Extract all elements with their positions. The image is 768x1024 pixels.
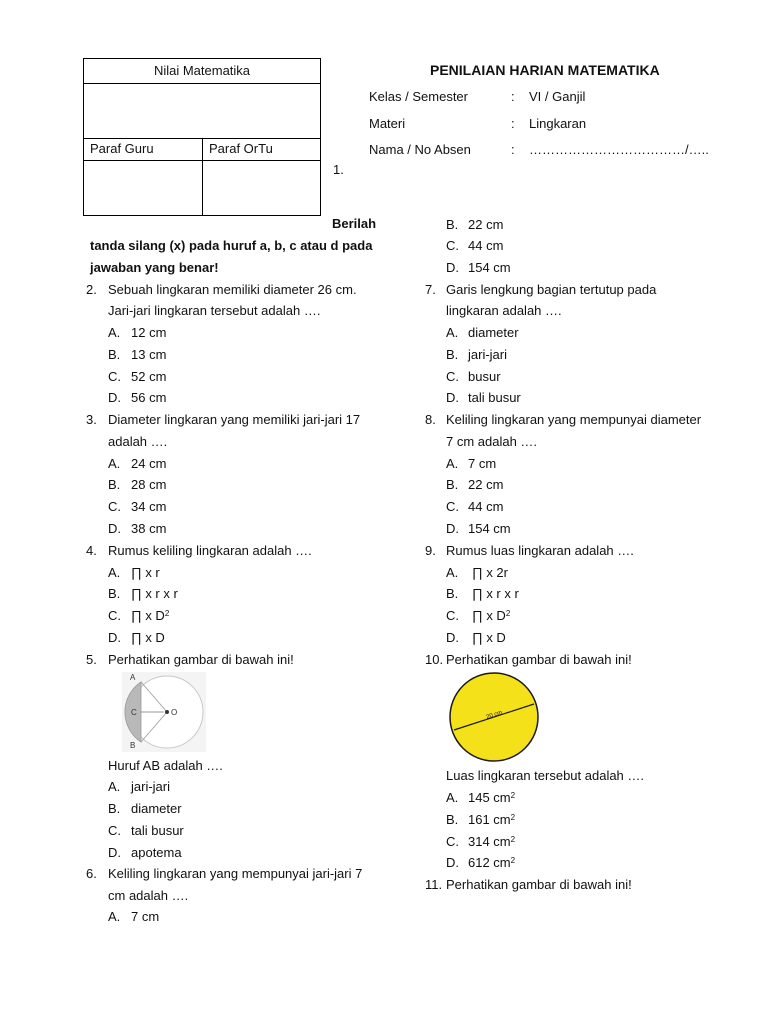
option-text[interactable]: ∏ x r x r bbox=[131, 586, 178, 601]
question-number: 5. bbox=[86, 652, 97, 667]
option-text[interactable]: jari-jari bbox=[131, 779, 170, 794]
option-letter[interactable]: A. bbox=[446, 565, 459, 580]
question-number: 6. bbox=[86, 866, 97, 881]
question-text: Keliling lingkaran yang mempunyai diameter bbox=[446, 412, 702, 427]
paraf-guru-label: Paraf Guru bbox=[90, 141, 154, 156]
option-letter[interactable]: C. bbox=[446, 608, 459, 623]
signature-divider bbox=[202, 138, 203, 216]
question-text: Diameter lingkaran yang memiliki jari-jari 17 bbox=[108, 412, 361, 427]
option-letter[interactable]: D. bbox=[446, 630, 459, 645]
question-text: Jari-jari lingkaran tersebut adalah …. bbox=[108, 303, 321, 318]
intro-line-2: tanda silang (x) pada huruf a, b, c atau d pada bbox=[90, 238, 373, 253]
option-text[interactable]: ∏ x 2r bbox=[472, 565, 508, 580]
question-text: Rumus keliling lingkaran adalah …. bbox=[108, 543, 312, 558]
superscript: 2 bbox=[510, 835, 516, 844]
option-text[interactable] bbox=[468, 854, 515, 872]
option-letter[interactable]: B. bbox=[446, 217, 459, 232]
option-letter[interactable]: A. bbox=[446, 325, 459, 340]
question-text: Perhatikan gambar di bawah ini! bbox=[446, 877, 632, 892]
option-text-main: 161 cm bbox=[468, 812, 511, 827]
question-number: 3. bbox=[86, 412, 97, 427]
question-text: Garis lengkung bagian tertutup pada bbox=[446, 282, 657, 297]
option-text[interactable]: ∏ x D bbox=[131, 630, 165, 645]
option-letter[interactable]: A. bbox=[446, 456, 459, 471]
circle-chord-figure bbox=[122, 672, 206, 752]
figure-label-c: C bbox=[131, 708, 137, 717]
question-number: 10. bbox=[425, 652, 444, 667]
option-letter[interactable]: A. bbox=[108, 325, 121, 340]
option-letter[interactable]: C. bbox=[446, 238, 459, 253]
option-text[interactable] bbox=[468, 811, 515, 829]
option-text-main: 145 cm bbox=[468, 790, 511, 805]
option-letter[interactable]: C. bbox=[446, 369, 459, 384]
option-letter[interactable]: C. bbox=[108, 499, 121, 514]
option-text[interactable] bbox=[131, 607, 169, 625]
info-colon: : bbox=[511, 142, 515, 157]
option-letter[interactable]: C. bbox=[446, 834, 459, 849]
option-letter[interactable]: A. bbox=[446, 790, 459, 805]
option-letter[interactable]: D. bbox=[108, 390, 121, 405]
superscript: 2 bbox=[505, 609, 511, 618]
option-letter[interactable]: D. bbox=[446, 260, 459, 275]
option-letter[interactable]: B. bbox=[446, 477, 459, 492]
question-number: 8. bbox=[425, 412, 436, 427]
option-letter[interactable]: C. bbox=[446, 499, 459, 514]
option-text[interactable]: 34 cm bbox=[131, 499, 167, 514]
option-text[interactable]: 154 cm bbox=[468, 521, 511, 536]
option-text-main: 314 cm bbox=[468, 834, 511, 849]
info-colon: : bbox=[511, 116, 515, 131]
question-number: 4. bbox=[86, 543, 97, 558]
option-text[interactable]: 24 cm bbox=[131, 456, 167, 471]
option-text[interactable]: tali busur bbox=[131, 823, 184, 838]
info-value-nama[interactable]: ………………………………/….. bbox=[529, 142, 709, 157]
option-text[interactable]: 22 cm bbox=[468, 477, 504, 492]
option-letter[interactable]: C. bbox=[108, 608, 121, 623]
info-colon: : bbox=[511, 89, 515, 104]
option-text[interactable] bbox=[468, 789, 515, 807]
option-letter[interactable]: B. bbox=[108, 347, 121, 362]
superscript: 2 bbox=[510, 856, 516, 865]
option-letter[interactable]: B. bbox=[108, 801, 121, 816]
option-text[interactable]: 154 cm bbox=[468, 260, 511, 275]
info-value-materi: Lingkaran bbox=[529, 116, 587, 131]
option-text[interactable]: 44 cm bbox=[468, 499, 504, 514]
option-text-main: ∏ x D bbox=[131, 608, 165, 623]
question-text: adalah …. bbox=[108, 434, 168, 449]
option-letter[interactable]: D. bbox=[108, 630, 121, 645]
option-letter[interactable]: D. bbox=[446, 855, 459, 870]
intro-line-3: jawaban yang benar! bbox=[90, 260, 219, 275]
option-text[interactable]: 38 cm bbox=[131, 521, 167, 536]
option-text[interactable]: 13 cm bbox=[131, 347, 167, 362]
question-text: Sebuah lingkaran memiliki diameter 26 cm. bbox=[108, 282, 357, 297]
info-value-kelas: VI / Ganjil bbox=[529, 89, 586, 104]
option-text[interactable]: 44 cm bbox=[468, 238, 504, 253]
question-text: cm adalah …. bbox=[108, 888, 189, 903]
option-text[interactable]: 12 cm bbox=[131, 325, 167, 340]
superscript: 2 bbox=[510, 813, 516, 822]
option-letter[interactable]: B. bbox=[446, 586, 459, 601]
diameter-label: 20 cm bbox=[485, 709, 504, 721]
question-number: 7. bbox=[425, 282, 436, 297]
option-text[interactable]: 52 cm bbox=[131, 369, 167, 384]
option-text[interactable]: diameter bbox=[468, 325, 519, 340]
option-text[interactable]: ∏ x D bbox=[472, 630, 506, 645]
option-letter[interactable]: C. bbox=[108, 823, 121, 838]
question-text: Keliling lingkaran yang mempunyai jari-jari 7 bbox=[108, 866, 363, 881]
option-text[interactable]: ∏ x r bbox=[131, 565, 160, 580]
option-text[interactable] bbox=[472, 607, 510, 625]
question-text: Rumus luas lingkaran adalah …. bbox=[446, 543, 634, 558]
option-letter[interactable]: A. bbox=[108, 779, 121, 794]
superscript: 2 bbox=[510, 791, 516, 800]
grade-box-title: Nilai Matematika bbox=[84, 59, 320, 84]
intro-number: 1. bbox=[333, 162, 344, 177]
option-text[interactable]: ∏ x r x r bbox=[472, 586, 519, 601]
option-letter[interactable]: D. bbox=[446, 390, 459, 405]
option-letter[interactable]: B. bbox=[108, 586, 121, 601]
option-letter[interactable]: D. bbox=[446, 521, 459, 536]
option-text[interactable]: apotema bbox=[131, 845, 182, 860]
page-title: PENILAIAN HARIAN MATEMATIKA bbox=[430, 62, 660, 78]
option-letter[interactable]: C. bbox=[108, 369, 121, 384]
superscript: 2 bbox=[164, 609, 170, 618]
yellow-circle-figure bbox=[448, 671, 540, 763]
info-label-nama: Nama / No Absen bbox=[369, 142, 471, 157]
info-label-materi: Materi bbox=[369, 116, 406, 131]
figure-label-o: O bbox=[171, 708, 178, 717]
question-number: 2. bbox=[86, 282, 97, 297]
figure-label-a: A bbox=[130, 673, 136, 682]
option-text[interactable]: 7 cm bbox=[468, 456, 497, 471]
question-text: Perhatikan gambar di bawah ini! bbox=[446, 652, 632, 667]
option-text[interactable]: diameter bbox=[131, 801, 182, 816]
intro-line-1: Berilah bbox=[332, 216, 377, 231]
question-text: Luas lingkaran tersebut adalah …. bbox=[446, 768, 645, 783]
grade-box bbox=[83, 58, 321, 216]
option-letter[interactable]: B. bbox=[108, 477, 121, 492]
option-letter[interactable]: B. bbox=[446, 812, 459, 827]
option-letter[interactable]: A. bbox=[108, 456, 121, 471]
option-text-main: ∏ x D bbox=[472, 608, 506, 623]
option-text[interactable]: 7 cm bbox=[131, 909, 160, 924]
info-label-kelas: Kelas / Semester bbox=[369, 89, 468, 104]
question-text: Perhatikan gambar di bawah ini! bbox=[108, 652, 294, 667]
question-number: 11. bbox=[425, 877, 443, 892]
option-text[interactable] bbox=[468, 833, 515, 851]
question-text: Huruf AB adalah …. bbox=[108, 758, 223, 773]
option-text-main: 612 cm bbox=[468, 855, 511, 870]
question-text: lingkaran adalah …. bbox=[446, 303, 562, 318]
question-number: 9. bbox=[425, 543, 436, 558]
option-letter[interactable]: D. bbox=[108, 845, 121, 860]
option-text[interactable]: jari-jari bbox=[468, 347, 507, 362]
option-letter[interactable]: A. bbox=[108, 565, 121, 580]
option-text[interactable]: tali busur bbox=[468, 390, 521, 405]
paraf-ortu-label: Paraf OrTu bbox=[209, 141, 273, 156]
figure-label-b: B bbox=[130, 741, 136, 750]
option-letter[interactable]: D. bbox=[108, 521, 121, 536]
option-letter[interactable]: B. bbox=[446, 347, 459, 362]
option-text[interactable]: busur bbox=[468, 369, 501, 384]
option-text[interactable]: 28 cm bbox=[131, 477, 167, 492]
question-text: 7 cm adalah …. bbox=[446, 434, 538, 449]
option-letter[interactable]: A. bbox=[108, 909, 121, 924]
option-text[interactable]: 56 cm bbox=[131, 390, 167, 405]
option-text[interactable]: 22 cm bbox=[468, 217, 504, 232]
